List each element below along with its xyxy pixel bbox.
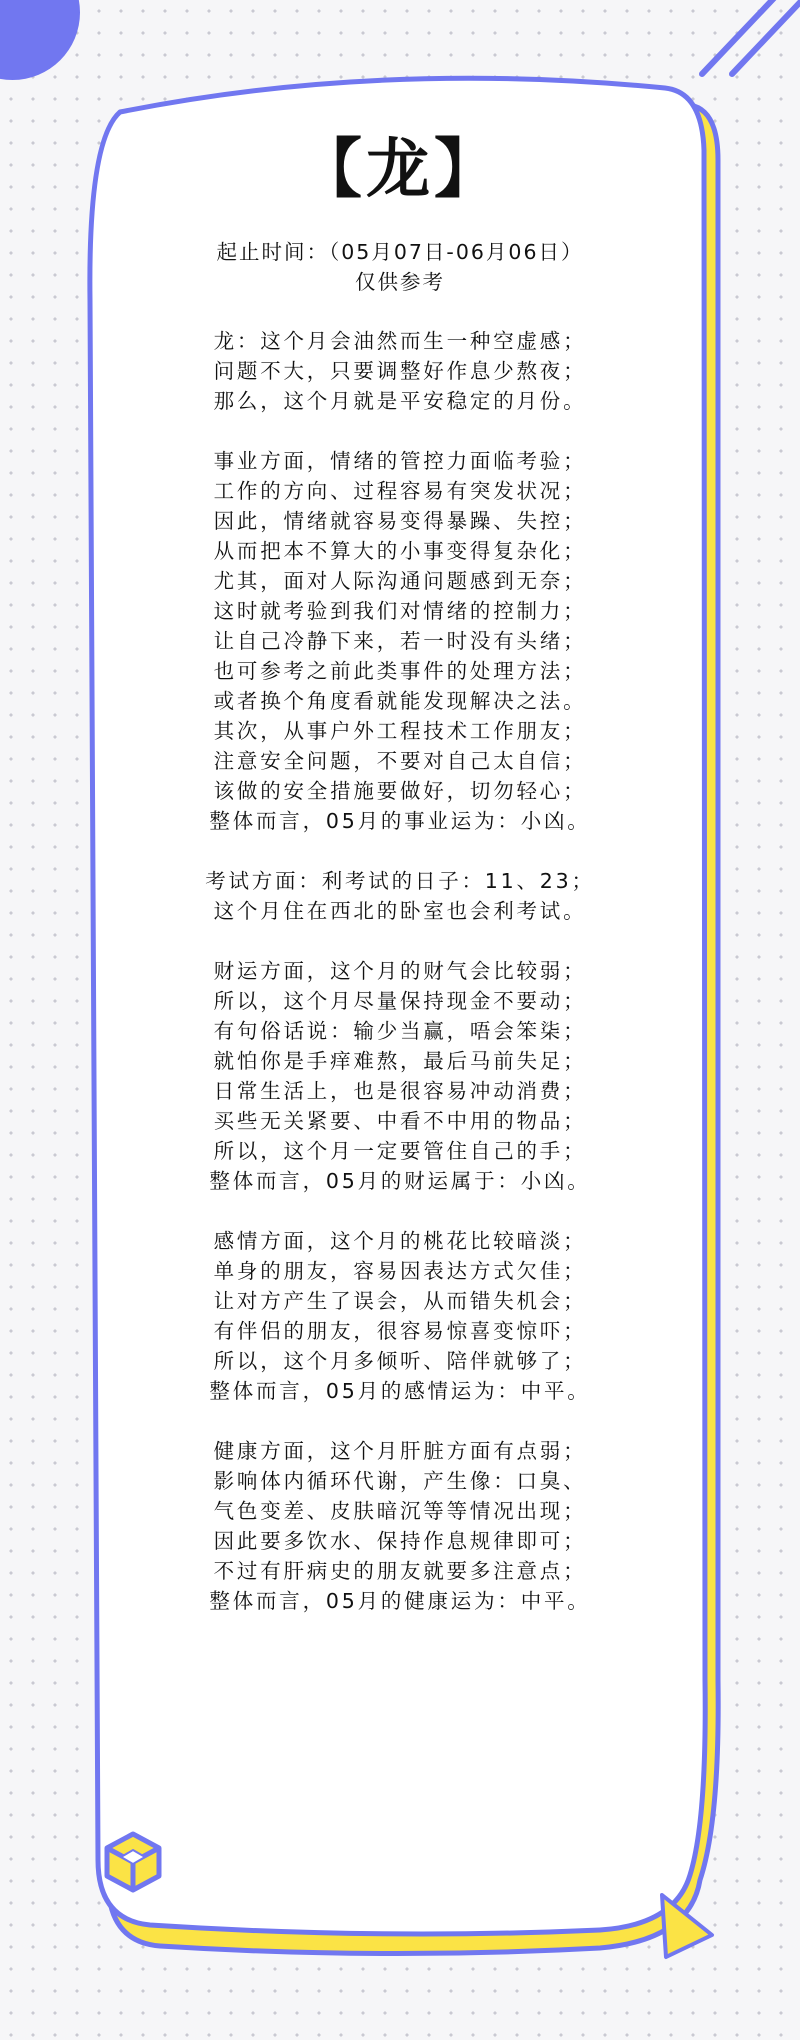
text-line: 从而把本不算大的小事变得复杂化； — [213, 539, 587, 563]
text-line: 问题不大，只要调整好作息少熬夜； — [213, 359, 587, 383]
paragraph — [130, 1226, 670, 1406]
text-line: 事业方面，情绪的管控力面临考验； — [213, 449, 587, 473]
text-line: 整体而言，05月的财运属于：小凶。 — [209, 1169, 591, 1193]
paragraph — [130, 446, 670, 836]
page-title: 【龙】 — [298, 133, 502, 207]
text-line: 让对方产生了误会，从而错失机会； — [213, 1289, 587, 1313]
text-line: 所以，这个月尽量保持现金不要动； — [213, 989, 587, 1013]
text-line: 整体而言，05月的事业运为：小凶。 — [209, 809, 591, 833]
text-line: 这时就考验到我们对情绪的控制力； — [213, 599, 587, 623]
disclaimer: 仅供参考 — [355, 270, 445, 294]
text-line: 工作的方向、过程容易有突发状况； — [213, 479, 587, 503]
text-line: 气色变差、皮肤暗沉等等情况出现； — [213, 1499, 587, 1523]
text-line: 注意安全问题，不要对自己太自信； — [213, 749, 587, 773]
text-line: 健康方面，这个月肝脏方面有点弱； — [213, 1439, 587, 1463]
text-line: 整体而言，05月的健康运为：中平。 — [209, 1589, 591, 1613]
text-line: 有句俗话说：输少当赢，唔会笨柒； — [213, 1019, 587, 1043]
text-line: 所以，这个月多倾听、陪伴就够了； — [213, 1349, 587, 1373]
text-line: 影响体内循环代谢，产生像：口臭、 — [213, 1469, 587, 1493]
text-line: 其次，从事户外工程技术工作朋友； — [213, 719, 587, 743]
text-line: 该做的安全措施要做好，切勿轻心； — [213, 779, 587, 803]
text-line: 因此，情绪就容易变得暴躁、失控； — [213, 509, 587, 533]
text-line: 单身的朋友，容易因表达方式欠佳； — [213, 1259, 587, 1283]
text-line: 就怕你是手痒难熬，最后马前失足； — [213, 1049, 587, 1073]
meta-block — [130, 237, 670, 297]
text-line: 或者换个角度看就能发现解决之法。 — [213, 689, 587, 713]
text-line: 不过有肝病史的朋友就要多注意点； — [213, 1559, 587, 1583]
text-line: 整体而言，05月的感情运为：中平。 — [209, 1379, 591, 1403]
text-line: 考试方面：利考试的日子：11、23； — [205, 869, 595, 893]
text-line: 买些无关紧要、中看不中用的物品； — [213, 1109, 587, 1133]
text-line: 尤其，面对人际沟通问题感到无奈； — [213, 569, 587, 593]
hexagon-cube-icon — [103, 1830, 163, 1894]
text-line: 财运方面，这个月的财气会比较弱； — [213, 959, 587, 983]
text-line: 有伴侣的朋友，很容易惊喜变惊吓； — [213, 1319, 587, 1343]
text-line: 感情方面，这个月的桃花比较暗淡； — [213, 1229, 587, 1253]
text-line: 日常生活上，也是很容易冲动消费； — [213, 1079, 587, 1103]
text-line: 这个月住在西北的卧室也会利考试。 — [213, 899, 587, 923]
paragraph-list — [130, 326, 670, 1646]
text-line: 也可参考之前此类事件的处理方法； — [213, 659, 587, 683]
text-line: 因此要多饮水、保持作息规律即可； — [213, 1529, 587, 1553]
text-line: 那么，这个月就是平安稳定的月份。 — [213, 389, 587, 413]
paragraph — [130, 866, 670, 926]
text-line: 所以，这个月一定要管住自己的手； — [213, 1139, 587, 1163]
paragraph — [130, 1436, 670, 1616]
paragraph — [130, 956, 670, 1196]
text-line: 龙：这个月会油然而生一种空虚感； — [213, 329, 587, 353]
text-line: 让自己冷静下来，若一时没有头绪； — [213, 629, 587, 653]
paragraph — [130, 326, 670, 416]
period-line: 起止时间：（05月07日-06月06日） — [216, 240, 584, 264]
